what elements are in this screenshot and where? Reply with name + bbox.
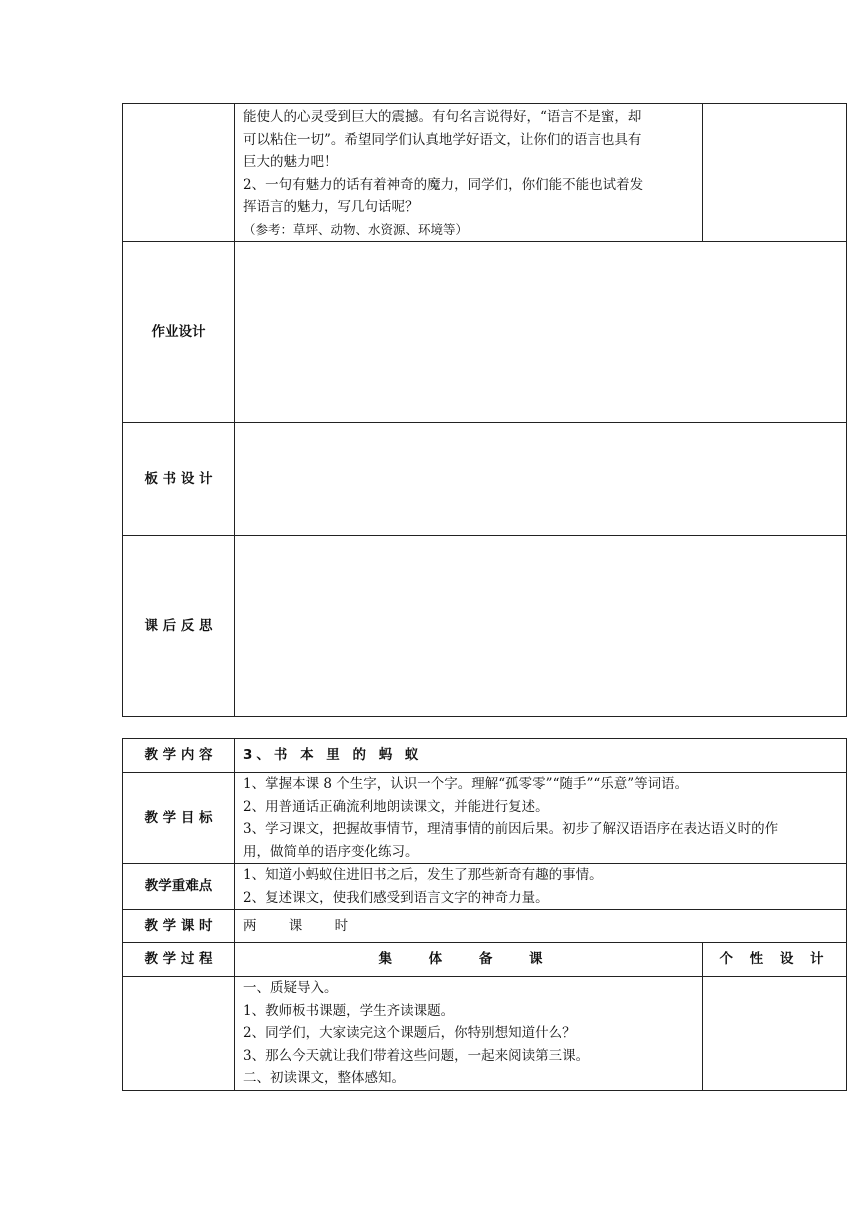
homework-row [123, 242, 847, 423]
goals-content [235, 773, 847, 864]
text-line: （参考：草坪、动物、水资源、环境等） [243, 221, 469, 237]
content-label: 教 学 内 容 [123, 739, 235, 773]
process-header-row [123, 943, 847, 977]
goals-row [123, 773, 847, 864]
reflection-row [123, 536, 847, 717]
process-line: 2、同学们，大家读完这个课题后，你特别想知道什么？ [243, 1025, 576, 1041]
collective-prep-header: 集 体 备 课 [235, 943, 703, 977]
keypoint-line: 2、复述课文，使我们感受到语言文字的神奇力量。 [243, 889, 549, 906]
text-line: 2、一句有魅力的话有着神奇的魔力，同学们，你们能不能也试着发 [243, 176, 644, 193]
empty-label-cell [123, 977, 235, 1091]
content-row [123, 739, 847, 773]
process-row [123, 977, 847, 1091]
goal-line: 1、掌握本课 8 个生字，认识一个字。理解“孤零零”“随手”“乐意”等词语。 [243, 776, 689, 792]
reflection-content [235, 536, 847, 717]
process-line: 3、那么今天就让我们带着这些问题，一起来阅读第三课。 [243, 1047, 590, 1064]
process-label: 教 学 过 程 [123, 943, 235, 977]
continuation-row [123, 104, 847, 242]
hours-label: 教 学 课 时 [123, 910, 235, 943]
homework-label: 作业设计 [123, 242, 235, 423]
reflection-label: 课 后 反 思 [123, 536, 235, 717]
personal-design-header: 个 性 设 计 [703, 943, 847, 977]
lesson-title: 3、书 本 里 的 蚂 蚁 [235, 739, 847, 773]
text-line: 能使人的心灵受到巨大的震撼。有句名言说得好，“语言不是蜜，却 [243, 109, 642, 125]
keypoint-line: 1、知道小蚂蚁住进旧书之后，发生了那些新奇有趣的事情。 [243, 867, 603, 883]
goal-line: 3、学习课文，把握故事情节，理清事情的前因后果。初步了解汉语语序在表达语义时的作 [243, 821, 779, 837]
keypoints-label: 教学重难点 [123, 864, 235, 910]
homework-content [235, 242, 847, 423]
process-line: 一、质疑导入。 [243, 980, 338, 996]
process-line: 二、初读课文，整体感知。 [243, 1070, 405, 1086]
goal-line: 2、用普通话正确流利地朗读课文，并能进行复述。 [243, 798, 549, 815]
board-design-content [235, 423, 847, 536]
keypoints-row [123, 864, 847, 910]
keypoints-content [235, 864, 847, 910]
hours-row [123, 910, 847, 943]
lesson-table-continued [122, 103, 847, 717]
goals-label: 教 学 目 标 [123, 773, 235, 864]
process-line: 1、教师板书课题，学生齐读课题。 [243, 1002, 455, 1019]
continuation-text [235, 104, 703, 242]
personal-design-cell [703, 104, 847, 242]
empty-label-cell [123, 104, 235, 242]
process-content [235, 977, 703, 1091]
board-design-label: 板 书 设 计 [123, 423, 235, 536]
text-line: 可以粘住一切”。希望同学们认真地学好语文，让你们的语言也具有 [243, 131, 642, 148]
personal-design-cell [703, 977, 847, 1091]
hours-value: 两 课 时 [235, 910, 847, 943]
lesson-plan-table [122, 738, 847, 1091]
text-line: 巨大的魅力吧！ [243, 154, 338, 170]
board-design-row [123, 423, 847, 536]
goal-line: 用，做简单的语序变化练习。 [243, 843, 419, 860]
text-line: 挥语言的魅力，写几句话呢？ [243, 199, 419, 215]
